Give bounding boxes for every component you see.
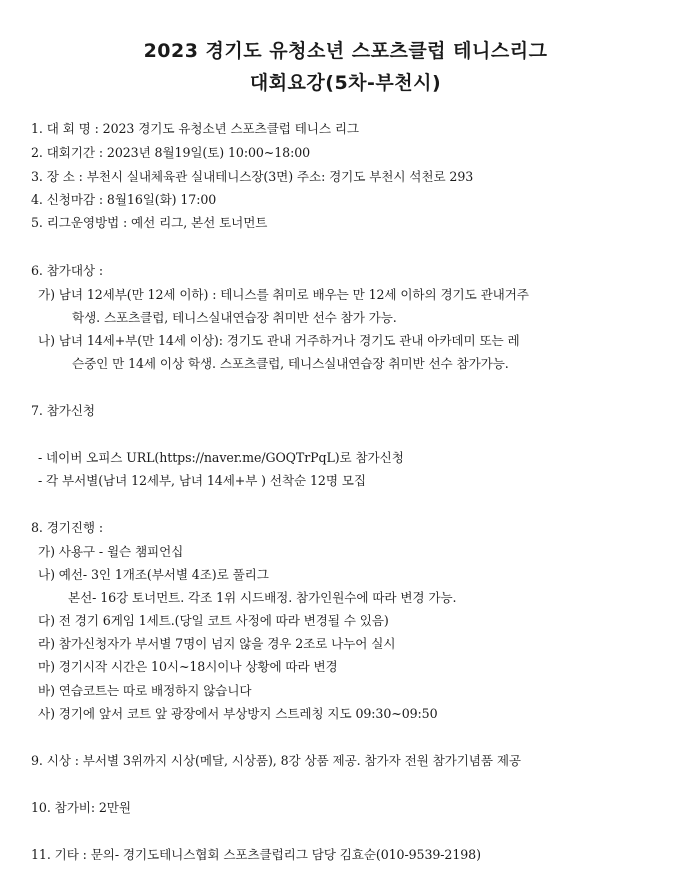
match-rule-format: 다) 전 경기 6게임 1세트.(당일 코트 사정에 따라 변경될 수 있음) <box>38 613 389 628</box>
item-venue: 3. 장 소 : 부천시 실내체육관 실내테니스장(3면) 주소: 경기도 부천시 석천로 293 <box>31 169 474 184</box>
eligibility-14-plus-line2: 슨중인 만 14세 이상 학생. 스포츠클럽, 테니스실내연습장 취미반 선수 참가가능. <box>72 356 509 371</box>
item-awards: 9. 시상 : 부서별 3위까지 시상(메달, 시상품), 8강 상품 제공. 참가자 전원 참가기념품 제공 <box>31 753 521 768</box>
match-rule-schedule: 마) 경기시작 시간은 10시~18시이나 상황에 따라 변경 <box>38 659 338 674</box>
item-contact: 11. 기타 : 문의- 경기도테니스협회 스포츠클럽리그 담당 김효순(010-9539-2198) <box>31 847 481 862</box>
item-event-period: 2. 대회기간 : 2023년 8월19일(토) 10:00~18:00 <box>31 145 311 160</box>
eligibility-14-plus-line1: 나) 남녀 14세+부(만 14세 이상): 경기도 관내 거주하거나 경기도 관내 아카데미 또는 레 <box>38 333 520 348</box>
match-rule-practice-court: 바) 연습코트는 따로 배정하지 않습니다 <box>38 683 252 698</box>
match-rule-stretching: 사) 경기에 앞서 코트 앞 광장에서 부상방지 스트레칭 지도 09:30~09:50 <box>38 706 438 721</box>
document-title: 2023 경기도 유청소년 스포츠클럽 테니스리그 <box>143 40 548 62</box>
eligibility-12-under-line1: 가) 남녀 12세부(만 12세 이하) : 테니스를 취미로 배우는 만 12세 이하의 경기도 관내거주 <box>38 287 529 302</box>
registration-quota: - 각 부서별(남녀 12세부, 남녀 14세+부 ) 선착순 12명 모집 <box>38 473 366 488</box>
document-subtitle: 대회요강(5차-부천시) <box>249 72 442 94</box>
section-registration-heading: 7. 참가신청 <box>31 403 95 418</box>
eligibility-12-under-line2: 학생. 스포츠클럽, 테니스실내연습장 취미반 선수 참가 가능. <box>72 310 397 325</box>
section-eligibility-heading: 6. 참가대상 : <box>31 263 104 278</box>
match-rule-group-split: 라) 참가신청자가 부서별 7명이 넘지 않을 경우 2조로 나누어 실시 <box>38 636 396 651</box>
item-entry-fee: 10. 참가비: 2만원 <box>31 800 131 815</box>
item-deadline: 4. 신청마감 : 8월16일(화) 17:00 <box>31 192 217 207</box>
match-rule-ball: 가) 사용구 - 윌슨 챔피언십 <box>38 544 184 559</box>
item-league-format: 5. 리그운영방법 : 예선 리그, 본선 토너먼트 <box>31 215 268 230</box>
section-match-rules-heading: 8. 경기진행 : <box>31 520 104 535</box>
match-rule-main-draw: 본선- 16강 토너먼트. 각조 1위 시드배정. 참가인원수에 따라 변경 가능. <box>68 590 457 605</box>
item-event-name: 1. 대 회 명 : 2023 경기도 유청소년 스포츠클럽 테니스 리그 <box>31 121 359 136</box>
registration-url: - 네이버 오피스 URL(https://naver.me/GOQTrPqL)로 참가신청 <box>38 450 404 465</box>
match-rule-preliminary: 나) 예선- 3인 1개조(부서별 4조)로 풀리그 <box>38 567 269 582</box>
